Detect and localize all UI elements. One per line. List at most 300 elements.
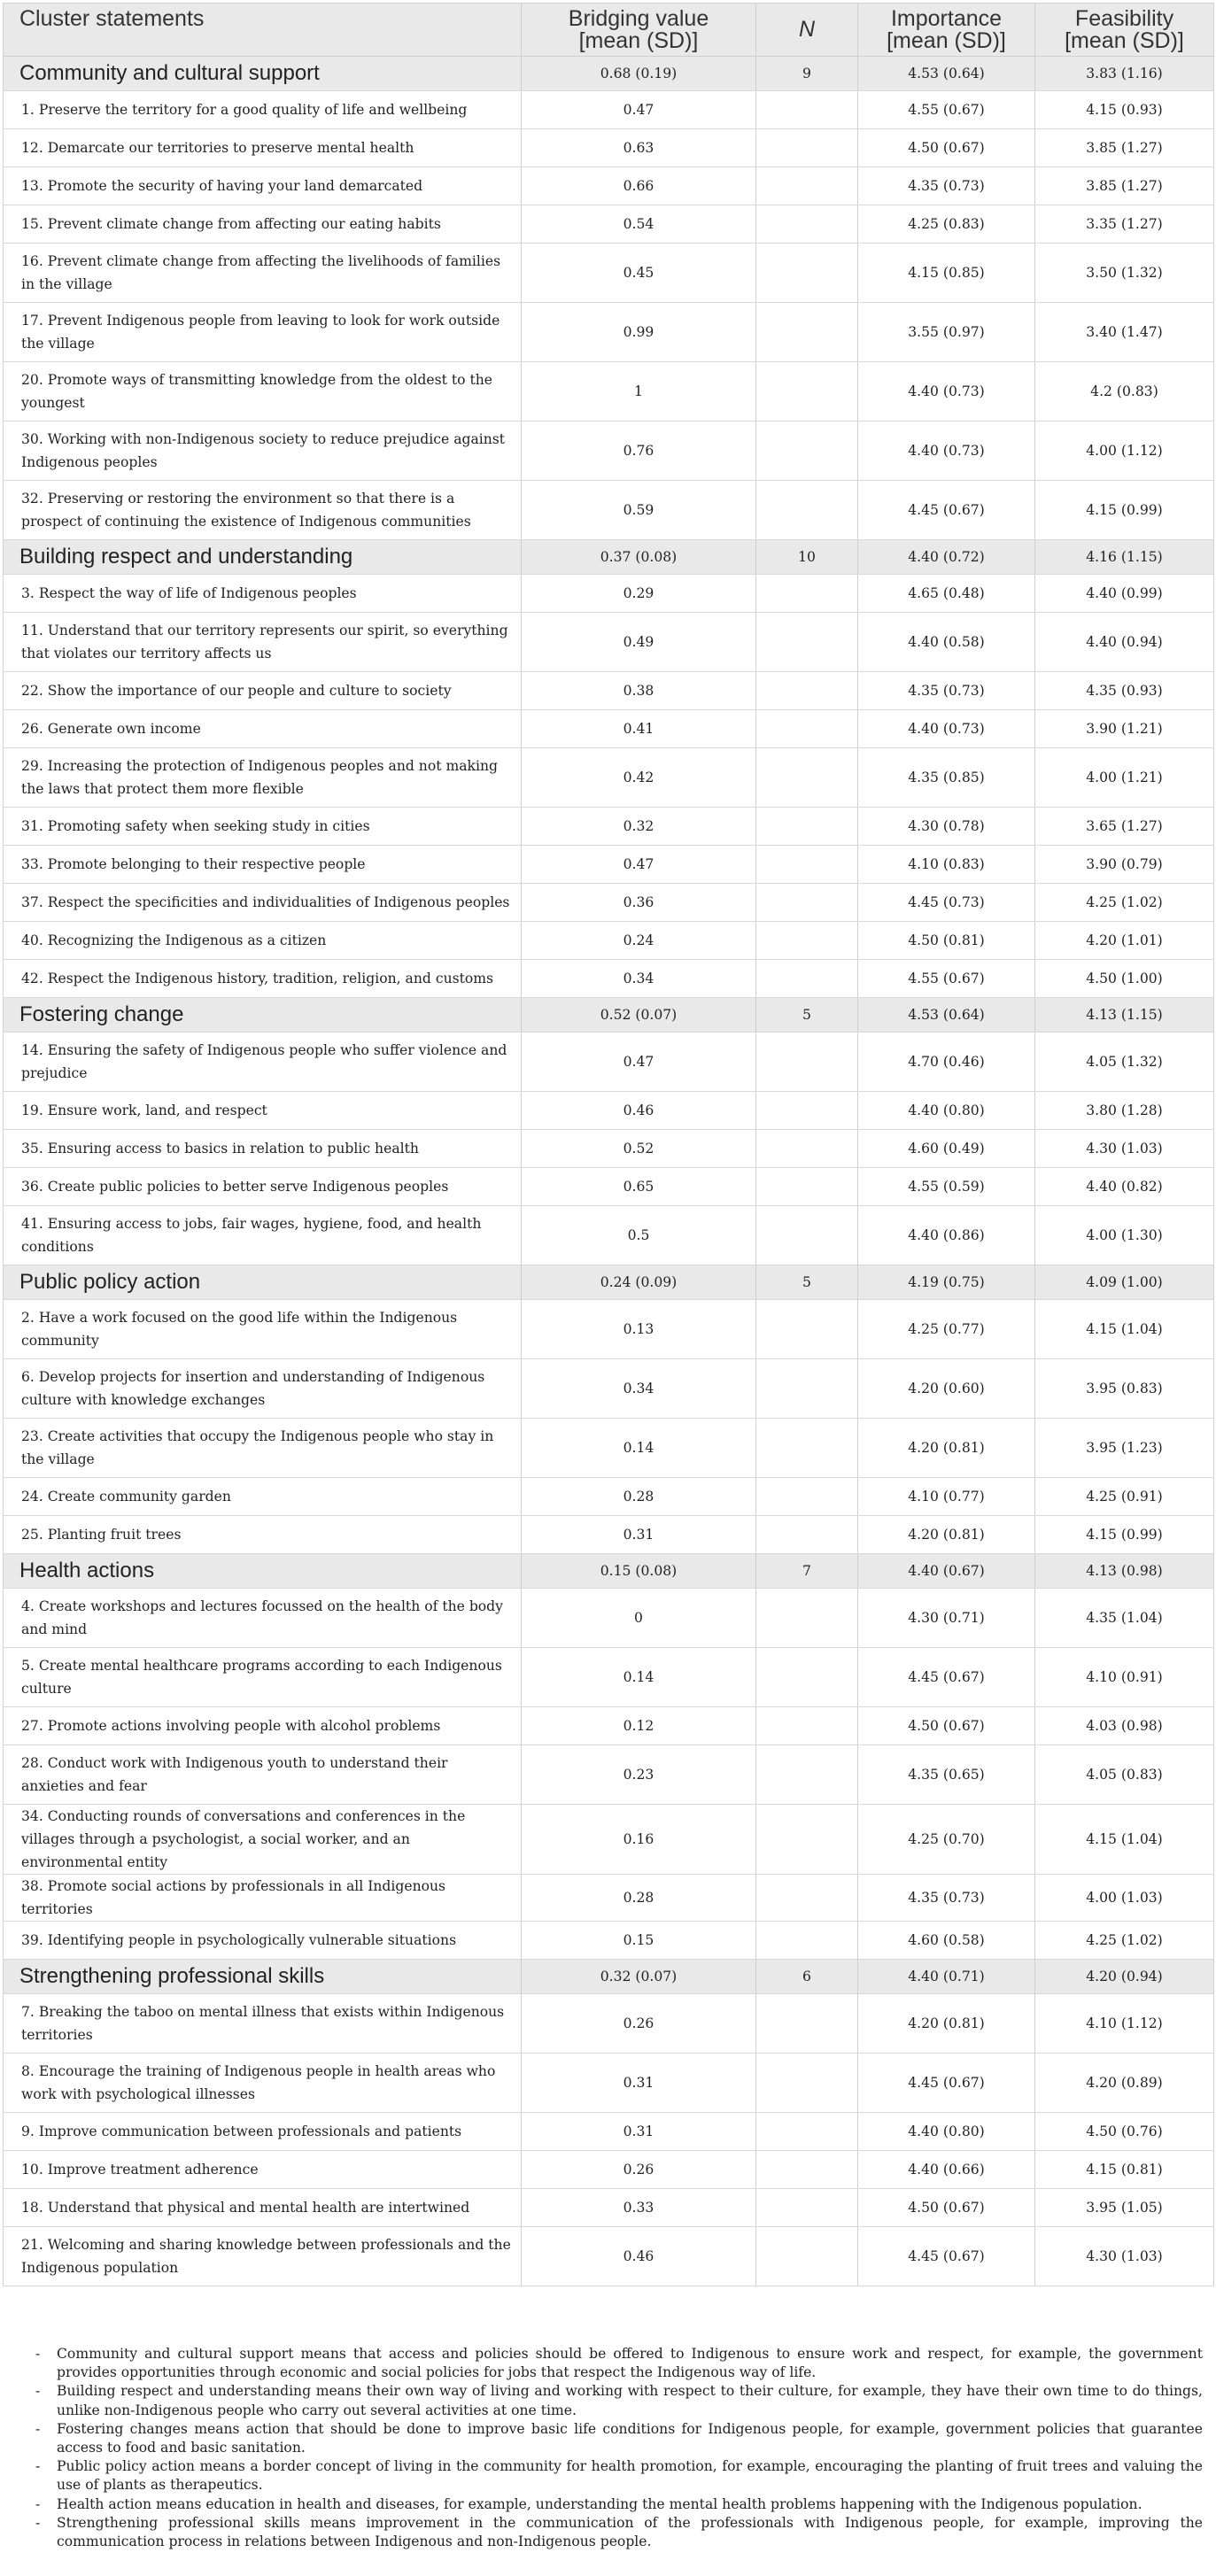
statement-text: 21. Welcoming and sharing knowledge between professionals and the Indigenous population — [4, 2227, 522, 2286]
statement-importance: 4.55 (0.59) — [858, 1168, 1035, 1206]
statement-bridging: 0.59 — [522, 481, 756, 540]
statement-n — [756, 2151, 858, 2189]
statement-bridging: 0.14 — [522, 1419, 756, 1478]
statement-text: 38. Promote social actions by professionals in all Indigenous territories — [4, 1875, 522, 1922]
footnote-dash: - — [35, 2458, 41, 2475]
statement-n — [756, 1478, 858, 1516]
statement-n — [756, 129, 858, 167]
cluster-statements-table — [3, 3, 1214, 2286]
statement-text: 27. Promote actions involving people with alcohol problems — [4, 1707, 522, 1745]
statement-n — [756, 1033, 858, 1092]
cluster-name: Public policy action — [4, 1265, 522, 1300]
statement-row — [4, 2151, 1214, 2189]
statement-row — [4, 2054, 1214, 2113]
statement-text: 5. Create mental healthcare programs according to each Indigenous culture — [4, 1648, 522, 1707]
statement-importance: 4.60 (0.58) — [858, 1922, 1035, 1960]
statement-feasibility: 4.03 (0.98) — [1035, 1707, 1214, 1745]
statement-bridging: 0.16 — [522, 1805, 756, 1875]
statement-feasibility: 3.90 (1.21) — [1035, 710, 1214, 748]
statement-n — [756, 1745, 858, 1805]
statement-n — [756, 710, 858, 748]
statement-row — [4, 1359, 1214, 1419]
statement-text: 25. Planting fruit trees — [4, 1516, 522, 1554]
statement-importance: 4.45 (0.67) — [858, 1648, 1035, 1707]
statement-importance: 4.40 (0.80) — [858, 2113, 1035, 2151]
statement-bridging: 0 — [522, 1589, 756, 1648]
footnote-text: Community and cultural support means that access and policies should be offered to Indigenous to ensure work and respect, for example, the government provides opportunities through economic and social policies for jobs that respect the Indigenous way of life. — [57, 2346, 1203, 2381]
statement-importance: 4.25 (0.70) — [858, 1805, 1035, 1875]
statement-n — [756, 1516, 858, 1554]
statement-text: 9. Improve communication between professionals and patients — [4, 2113, 522, 2151]
statement-row — [4, 1745, 1214, 1805]
cluster-row — [4, 1554, 1214, 1589]
statement-row — [4, 2227, 1214, 2286]
statement-bridging: 0.23 — [522, 1745, 756, 1805]
statement-text: 16. Prevent climate change from affecting the livelihoods of families in the village — [4, 244, 522, 303]
statement-feasibility: 4.00 (1.21) — [1035, 748, 1214, 808]
footnote — [35, 2514, 1203, 2551]
statement-n — [756, 1359, 858, 1419]
cluster-feasibility: 4.13 (1.15) — [1035, 998, 1214, 1033]
statement-row — [4, 362, 1214, 422]
statement-feasibility: 3.95 (0.83) — [1035, 1359, 1214, 1419]
statement-importance: 4.50 (0.67) — [858, 1707, 1035, 1745]
statement-importance: 4.30 (0.78) — [858, 808, 1035, 846]
statement-row — [4, 710, 1214, 748]
statement-row — [4, 846, 1214, 884]
statement-bridging: 0.47 — [522, 846, 756, 884]
cluster-importance: 4.53 (0.64) — [858, 998, 1035, 1033]
statement-text: 41. Ensuring access to jobs, fair wages, hygiene, food, and health conditions — [4, 1206, 522, 1265]
statement-text: 34. Conducting rounds of conversations and conferences in the villages through a psychologist, a social worker, and an environmental entity — [4, 1805, 522, 1875]
statement-importance: 4.15 (0.85) — [858, 244, 1035, 303]
cluster-n: 6 — [756, 1960, 858, 1994]
statement-n — [756, 1994, 858, 2054]
table-body — [4, 57, 1214, 2286]
statement-bridging: 0.45 — [522, 244, 756, 303]
statement-row — [4, 575, 1214, 613]
statement-importance: 4.60 (0.49) — [858, 1130, 1035, 1168]
statement-text: 2. Have a work focused on the good life within the Indigenous community — [4, 1300, 522, 1359]
table-footnotes — [35, 2345, 1203, 2551]
statement-n — [756, 2227, 858, 2286]
statement-importance: 4.40 (0.86) — [858, 1206, 1035, 1265]
statement-text: 19. Ensure work, land, and respect — [4, 1092, 522, 1130]
statement-importance: 4.55 (0.67) — [858, 960, 1035, 998]
statement-importance: 4.35 (0.73) — [858, 672, 1035, 710]
statement-n — [756, 2189, 858, 2227]
statement-importance: 4.35 (0.65) — [858, 1745, 1035, 1805]
cluster-feasibility: 4.09 (1.00) — [1035, 1265, 1214, 1300]
statement-importance: 4.25 (0.83) — [858, 205, 1035, 244]
statement-row — [4, 1168, 1214, 1206]
statement-feasibility: 4.2 (0.83) — [1035, 362, 1214, 422]
statement-bridging: 0.41 — [522, 710, 756, 748]
statement-importance: 4.10 (0.77) — [858, 1478, 1035, 1516]
statement-feasibility: 4.15 (0.99) — [1035, 481, 1214, 540]
statement-text: 26. Generate own income — [4, 710, 522, 748]
statement-row — [4, 1092, 1214, 1130]
statement-importance: 4.40 (0.73) — [858, 422, 1035, 481]
statement-feasibility: 3.40 (1.47) — [1035, 303, 1214, 362]
footnote-dash: - — [35, 2495, 41, 2512]
statement-n — [756, 422, 858, 481]
statement-row — [4, 960, 1214, 998]
statement-text: 29. Increasing the protection of Indigenous peoples and not making the laws that protect them more flexible — [4, 748, 522, 808]
statement-row — [4, 748, 1214, 808]
statement-n — [756, 884, 858, 922]
statement-row — [4, 1922, 1214, 1960]
statement-bridging: 0.42 — [522, 748, 756, 808]
statement-bridging: 1 — [522, 362, 756, 422]
statement-text: 15. Prevent climate change from affecting our eating habits — [4, 205, 522, 244]
statement-bridging: 0.24 — [522, 922, 756, 960]
cluster-row — [4, 1960, 1214, 1994]
cluster-n: 5 — [756, 998, 858, 1033]
statement-bridging: 0.13 — [522, 1300, 756, 1359]
statement-row — [4, 808, 1214, 846]
header-importance-line1: Importance — [890, 5, 1003, 31]
statement-importance: 4.40 (0.73) — [858, 362, 1035, 422]
statement-n — [756, 1648, 858, 1707]
statement-text: 18. Understand that physical and mental health are intertwined — [4, 2189, 522, 2227]
statement-row — [4, 129, 1214, 167]
statement-importance: 4.65 (0.48) — [858, 575, 1035, 613]
statement-text: 1. Preserve the territory for a good quality of life and wellbeing — [4, 91, 522, 129]
statement-feasibility: 4.00 (1.30) — [1035, 1206, 1214, 1265]
statement-row — [4, 1875, 1214, 1922]
statement-bridging: 0.47 — [522, 1033, 756, 1092]
statement-bridging: 0.32 — [522, 808, 756, 846]
statement-n — [756, 481, 858, 540]
header-feasibility-line2: [mean (SD)] — [1065, 27, 1184, 53]
cluster-n: 10 — [756, 540, 858, 575]
statement-importance: 4.40 (0.66) — [858, 2151, 1035, 2189]
statement-feasibility: 4.15 (0.99) — [1035, 1516, 1214, 1554]
statement-n — [756, 2113, 858, 2151]
statement-bridging: 0.28 — [522, 1875, 756, 1922]
statement-n — [756, 205, 858, 244]
statement-feasibility: 4.40 (0.82) — [1035, 1168, 1214, 1206]
statement-importance: 4.45 (0.67) — [858, 2054, 1035, 2113]
statement-text: 23. Create activities that occupy the Indigenous people who stay in the village — [4, 1419, 522, 1478]
statement-text: 36. Create public policies to better serve Indigenous peoples — [4, 1168, 522, 1206]
statement-bridging: 0.54 — [522, 205, 756, 244]
statement-bridging: 0.34 — [522, 960, 756, 998]
statement-feasibility: 3.35 (1.27) — [1035, 205, 1214, 244]
statement-bridging: 0.12 — [522, 1707, 756, 1745]
statement-row — [4, 2113, 1214, 2151]
statement-text: 37. Respect the specificities and individualities of Indigenous peoples — [4, 884, 522, 922]
statement-row — [4, 1300, 1214, 1359]
statement-importance: 4.45 (0.73) — [858, 884, 1035, 922]
cluster-name: Health actions — [4, 1554, 522, 1589]
footnote — [35, 2420, 1203, 2457]
statement-feasibility: 4.50 (1.00) — [1035, 960, 1214, 998]
statement-row — [4, 1805, 1214, 1875]
statement-row — [4, 244, 1214, 303]
statement-n — [756, 808, 858, 846]
statement-importance: 4.50 (0.67) — [858, 2189, 1035, 2227]
footnote — [35, 2345, 1203, 2382]
statement-bridging: 0.33 — [522, 2189, 756, 2227]
statement-text: 17. Prevent Indigenous people from leaving to look for work outside the village — [4, 303, 522, 362]
statement-bridging: 0.31 — [522, 1516, 756, 1554]
cluster-importance: 4.19 (0.75) — [858, 1265, 1035, 1300]
statement-text: 13. Promote the security of having your land demarcated — [4, 167, 522, 205]
statement-bridging: 0.65 — [522, 1168, 756, 1206]
statement-feasibility: 4.10 (1.12) — [1035, 1994, 1214, 2054]
cluster-row — [4, 57, 1214, 91]
footnote — [35, 2495, 1203, 2514]
statement-row — [4, 1707, 1214, 1745]
statement-importance: 4.35 (0.85) — [858, 748, 1035, 808]
cluster-feasibility: 4.20 (0.94) — [1035, 1960, 1214, 1994]
statement-row — [4, 1206, 1214, 1265]
statement-n — [756, 91, 858, 129]
statement-n — [756, 2054, 858, 2113]
statement-n — [756, 613, 858, 672]
cluster-bridging: 0.24 (0.09) — [522, 1265, 756, 1300]
statement-feasibility: 4.05 (1.32) — [1035, 1033, 1214, 1092]
statement-text: 12. Demarcate our territories to preserve mental health — [4, 129, 522, 167]
statement-n — [756, 1589, 858, 1648]
cluster-feasibility: 3.83 (1.16) — [1035, 57, 1214, 91]
statement-feasibility: 4.50 (0.76) — [1035, 2113, 1214, 2151]
statement-bridging: 0.26 — [522, 2151, 756, 2189]
cluster-feasibility: 4.13 (0.98) — [1035, 1554, 1214, 1589]
statement-feasibility: 3.90 (0.79) — [1035, 846, 1214, 884]
statement-importance: 4.10 (0.83) — [858, 846, 1035, 884]
statement-row — [4, 1478, 1214, 1516]
statement-importance: 4.30 (0.71) — [858, 1589, 1035, 1648]
statement-importance: 4.45 (0.67) — [858, 2227, 1035, 2286]
cluster-row — [4, 1265, 1214, 1300]
footnote — [35, 2457, 1203, 2495]
statement-row — [4, 2189, 1214, 2227]
footnote-dash: - — [35, 2514, 41, 2531]
statement-importance: 4.40 (0.73) — [858, 710, 1035, 748]
statement-text: 4. Create workshops and lectures focussed on the health of the body and mind — [4, 1589, 522, 1648]
statement-feasibility: 4.00 (1.12) — [1035, 422, 1214, 481]
statement-text: 8. Encourage the training of Indigenous people in health areas who work with psychological illnesses — [4, 2054, 522, 2113]
cluster-bridging: 0.52 (0.07) — [522, 998, 756, 1033]
statement-text: 42. Respect the Indigenous history, tradition, religion, and customs — [4, 960, 522, 998]
statement-importance: 4.50 (0.67) — [858, 129, 1035, 167]
statement-feasibility: 3.65 (1.27) — [1035, 808, 1214, 846]
cluster-name: Fostering change — [4, 998, 522, 1033]
statement-bridging: 0.47 — [522, 91, 756, 129]
header-statement: Cluster statements — [4, 4, 522, 57]
statement-feasibility: 4.35 (1.04) — [1035, 1589, 1214, 1648]
statement-n — [756, 575, 858, 613]
header-feasibility-line1: Feasibility — [1074, 5, 1174, 31]
statement-n — [756, 244, 858, 303]
statement-n — [756, 1875, 858, 1922]
statement-feasibility: 4.15 (1.04) — [1035, 1300, 1214, 1359]
statement-text: 39. Identifying people in psychologically vulnerable situations — [4, 1922, 522, 1960]
statement-feasibility: 4.15 (1.04) — [1035, 1805, 1214, 1875]
footnote-text: Health action means education in health and diseases, for example, understanding the mental health problems happening with the Indigenous population. — [57, 2495, 1142, 2512]
statement-importance: 4.40 (0.80) — [858, 1092, 1035, 1130]
statement-text: 31. Promoting safety when seeking study in cities — [4, 808, 522, 846]
statement-feasibility: 4.15 (0.93) — [1035, 91, 1214, 129]
statement-row — [4, 205, 1214, 244]
statement-bridging: 0.38 — [522, 672, 756, 710]
statement-feasibility: 4.20 (0.89) — [1035, 2054, 1214, 2113]
statement-row — [4, 303, 1214, 362]
statement-n — [756, 1922, 858, 1960]
cluster-row — [4, 540, 1214, 575]
statement-feasibility: 3.50 (1.32) — [1035, 244, 1214, 303]
cluster-importance: 4.40 (0.71) — [858, 1960, 1035, 1994]
statement-text: 35. Ensuring access to basics in relation to public health — [4, 1130, 522, 1168]
header-n: N — [756, 4, 858, 57]
statement-text: 22. Show the importance of our people and culture to society — [4, 672, 522, 710]
header-importance-line2: [mean (SD)] — [887, 27, 1006, 53]
cluster-n: 5 — [756, 1265, 858, 1300]
statement-row — [4, 1648, 1214, 1707]
statement-feasibility: 4.25 (1.02) — [1035, 1922, 1214, 1960]
statement-n — [756, 362, 858, 422]
statement-text: 33. Promote belonging to their respective people — [4, 846, 522, 884]
cluster-name: Building respect and understanding — [4, 540, 522, 575]
statement-bridging: 0.14 — [522, 1648, 756, 1707]
footnote-text: Building respect and understanding means their own way of living and working with respect to their culture, for example, they have their own time to do things, unlike non-Indigenous people who carry out several activities at one time. — [57, 2383, 1203, 2418]
statement-n — [756, 960, 858, 998]
statement-importance: 4.25 (0.77) — [858, 1300, 1035, 1359]
statement-feasibility: 4.35 (0.93) — [1035, 672, 1214, 710]
statement-feasibility: 4.25 (0.91) — [1035, 1478, 1214, 1516]
statement-n — [756, 1168, 858, 1206]
statement-feasibility: 4.30 (1.03) — [1035, 1130, 1214, 1168]
statement-feasibility: 3.85 (1.27) — [1035, 167, 1214, 205]
statement-text: 32. Preserving or restoring the environment so that there is a prospect of continuing the existence of Indigenous communities — [4, 481, 522, 540]
statement-bridging: 0.5 — [522, 1206, 756, 1265]
cluster-bridging: 0.32 (0.07) — [522, 1960, 756, 1994]
statement-feasibility: 4.30 (1.03) — [1035, 2227, 1214, 2286]
statement-feasibility: 4.40 (0.94) — [1035, 613, 1214, 672]
statement-n — [756, 748, 858, 808]
statement-n — [756, 167, 858, 205]
statement-row — [4, 1994, 1214, 2054]
statement-feasibility: 4.05 (0.83) — [1035, 1745, 1214, 1805]
cluster-row — [4, 998, 1214, 1033]
statement-importance: 4.50 (0.81) — [858, 922, 1035, 960]
cluster-feasibility: 4.16 (1.15) — [1035, 540, 1214, 575]
statement-importance: 4.20 (0.81) — [858, 1994, 1035, 2054]
statement-feasibility: 3.85 (1.27) — [1035, 129, 1214, 167]
statement-n — [756, 1130, 858, 1168]
statement-row — [4, 672, 1214, 710]
footnote-dash: - — [35, 2383, 41, 2400]
statement-text: 11. Understand that our territory represents our spirit, so everything that violates our territory affects us — [4, 613, 522, 672]
footnote-dash: - — [35, 2420, 41, 2437]
statement-importance: 4.40 (0.58) — [858, 613, 1035, 672]
cluster-name: Community and cultural support — [4, 57, 522, 91]
cluster-importance: 4.53 (0.64) — [858, 57, 1035, 91]
statement-bridging: 0.99 — [522, 303, 756, 362]
statement-row — [4, 1130, 1214, 1168]
statement-bridging: 0.28 — [522, 1478, 756, 1516]
statement-n — [756, 1206, 858, 1265]
statement-importance: 4.20 (0.81) — [858, 1516, 1035, 1554]
table-header-row — [4, 4, 1214, 57]
footnote-dash: - — [35, 2346, 41, 2362]
statement-text: 20. Promote ways of transmitting knowledge from the oldest to the youngest — [4, 362, 522, 422]
cluster-n: 9 — [756, 57, 858, 91]
statement-importance: 4.35 (0.73) — [858, 1875, 1035, 1922]
header-bridging-line1: Bridging value — [568, 5, 709, 31]
footnote-text: Strengthening professional skills means improvement in the communication of the professionals with Indigenous people, for example, improving the communication process in relations between Indigenous and non-Indigenous people. — [57, 2514, 1203, 2550]
statement-feasibility: 3.95 (1.23) — [1035, 1419, 1214, 1478]
statement-row — [4, 91, 1214, 129]
cluster-bridging: 0.37 (0.08) — [522, 540, 756, 575]
statement-text: 6. Develop projects for insertion and understanding of Indigenous culture with knowledge exchanges — [4, 1359, 522, 1419]
cluster-bridging: 0.15 (0.08) — [522, 1554, 756, 1589]
statement-row — [4, 1033, 1214, 1092]
statement-n — [756, 1419, 858, 1478]
statement-feasibility: 4.00 (1.03) — [1035, 1875, 1214, 1922]
statement-text: 28. Conduct work with Indigenous youth to understand their anxieties and fear — [4, 1745, 522, 1805]
statement-importance: 4.20 (0.81) — [858, 1419, 1035, 1478]
statement-bridging: 0.29 — [522, 575, 756, 613]
statement-row — [4, 1516, 1214, 1554]
statement-n — [756, 672, 858, 710]
statement-importance: 4.35 (0.73) — [858, 167, 1035, 205]
statement-bridging: 0.46 — [522, 1092, 756, 1130]
statement-feasibility: 4.40 (0.99) — [1035, 575, 1214, 613]
statement-row — [4, 884, 1214, 922]
statement-importance: 4.55 (0.67) — [858, 91, 1035, 129]
statement-feasibility: 4.20 (1.01) — [1035, 922, 1214, 960]
statement-importance: 4.45 (0.67) — [858, 481, 1035, 540]
statement-text: 3. Respect the way of life of Indigenous peoples — [4, 575, 522, 613]
statement-text: 30. Working with non-Indigenous society to reduce prejudice against Indigenous peoples — [4, 422, 522, 481]
statement-feasibility: 3.80 (1.28) — [1035, 1092, 1214, 1130]
cluster-name: Strengthening professional skills — [4, 1960, 522, 1994]
statement-n — [756, 1805, 858, 1875]
statement-row — [4, 922, 1214, 960]
statement-row — [4, 1589, 1214, 1648]
statement-bridging: 0.46 — [522, 2227, 756, 2286]
cluster-importance: 4.40 (0.67) — [858, 1554, 1035, 1589]
statement-bridging: 0.15 — [522, 1922, 756, 1960]
statement-row — [4, 167, 1214, 205]
statement-row — [4, 481, 1214, 540]
cluster-importance: 4.40 (0.72) — [858, 540, 1035, 575]
statement-bridging: 0.31 — [522, 2113, 756, 2151]
statement-importance: 3.55 (0.97) — [858, 303, 1035, 362]
statement-bridging: 0.63 — [522, 129, 756, 167]
footnote-text: Public policy action means a border concept of living in the community for health promotion, for example, encouraging the planting of fruit trees and valuing the use of plants as therapeutics. — [57, 2458, 1203, 2494]
header-bridging-line2: [mean (SD)] — [578, 27, 699, 53]
statement-bridging: 0.66 — [522, 167, 756, 205]
header-feasibility — [1035, 4, 1214, 57]
statement-text: 10. Improve treatment adherence — [4, 2151, 522, 2189]
statement-feasibility: 3.95 (1.05) — [1035, 2189, 1214, 2227]
statement-n — [756, 303, 858, 362]
statement-row — [4, 422, 1214, 481]
statement-text: 40. Recognizing the Indigenous as a citizen — [4, 922, 522, 960]
statement-bridging: 0.34 — [522, 1359, 756, 1419]
footnote-text: Fostering changes means action that should be done to improve basic life conditions for Indigenous people, for example, government policies that guarantee access to food and basic sanitation. — [57, 2420, 1203, 2456]
statement-bridging: 0.31 — [522, 2054, 756, 2113]
cluster-bridging: 0.68 (0.19) — [522, 57, 756, 91]
statement-n — [756, 1300, 858, 1359]
statement-text: 7. Breaking the taboo on mental illness that exists within Indigenous territories — [4, 1994, 522, 2054]
statement-feasibility: 4.15 (0.81) — [1035, 2151, 1214, 2189]
